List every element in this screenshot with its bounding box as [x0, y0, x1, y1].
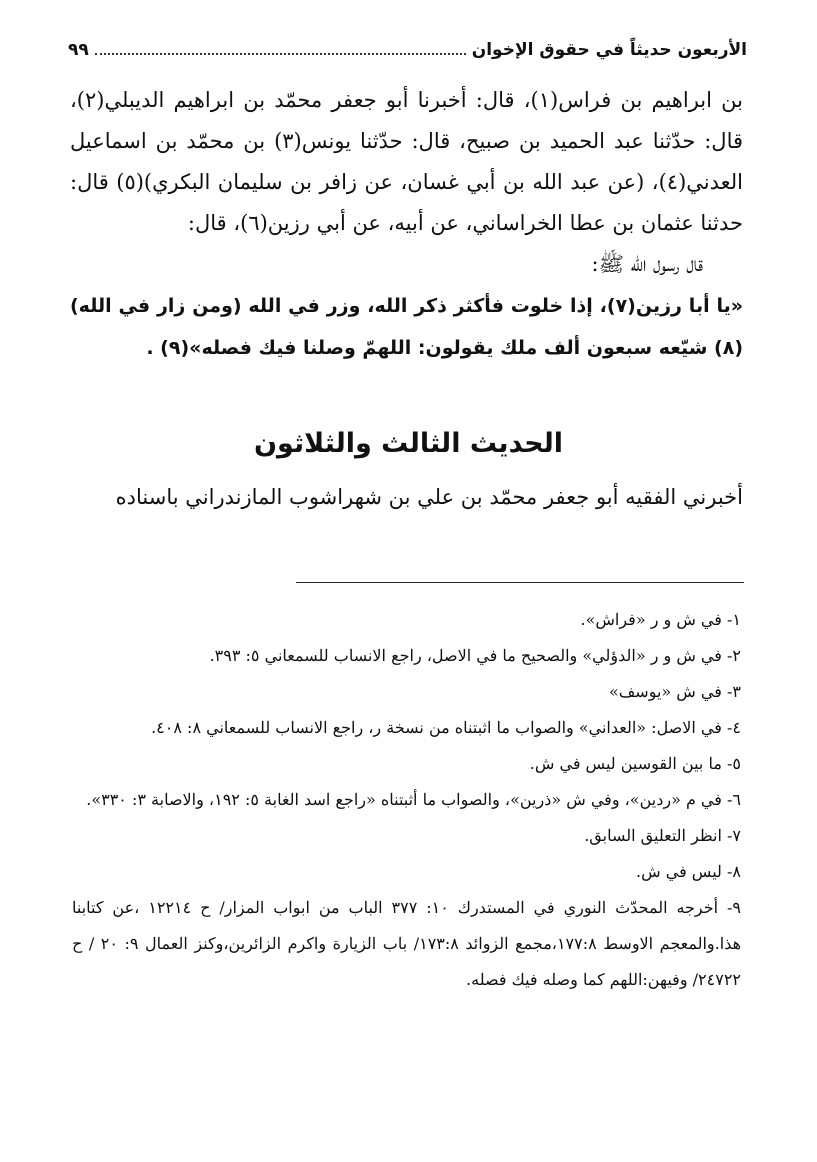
- footnote-1: ١- في ش و ر «فراش».: [580, 610, 741, 629]
- header-dot-leader: [95, 53, 466, 55]
- header-title: الأربعون حديثاً في حقوق الإخوان: [471, 40, 747, 60]
- narration-chain: بن ابراهيم بن فراس(١)، قال: أخبرنا أبو جعفر محمّد بن ابراهيم الديبلي(٢)، قال: حدّثنا عبد الحميد بن صبيح، قال: حدّثنا يونس(٣) بن محمّد بن اسماعيل العدني(٤)، (عن عبد الله بن أبي غسان، عن زافر بن سليمان البكري)(٥) قال: حدثنا عثمان بن عطا الخراساني، عن أبيه، عن أبي رزين(٦)، قال:: [70, 88, 744, 235]
- footnote-2: ٢- في ش و ر «الدؤلي» والصحيح ما في الاصل، راجع الانساب للسمعاني ٥: ٣٩٣.: [209, 646, 741, 665]
- footnote-3: ٣- في ش «يوسف»: [608, 682, 741, 701]
- section-intro: أخبرني الفقيه أبو جعفر محمّد بن علي بن شهراشوب المازندراني باسناده: [115, 485, 743, 509]
- section-title: الحديث الثالث والثلاثون: [253, 428, 564, 459]
- footnote-9: ٩- أخرجه المحدّث النوري في المستدرك ١٠: ٣٧٧ الباب من ابواب المزار/ ح ١٢٢١٤ ،عن كتابنا هذا.والمعجم الاوسط ١٧٧:٨،مجمع الزوائد ١٧٣:٨/ باب الزيارة واكرم الزائرين،وكنز العمال ٩: ٢٠ / ح ٢٤٧٢٢/ وفيهن:اللهم كما وصله فيك فصله.: [72, 898, 742, 989]
- footnote-divider: [296, 582, 744, 583]
- footnote-4: ٤- في الاصل: «العداني» والصواب ما اثبتناه من نسخة ر، راجع الانساب للسمعاني ٨: ٤٠٨.: [151, 718, 741, 737]
- footnote-7: ٧- انظر التعليق السابق.: [584, 826, 741, 845]
- prophet-quote-intro: قال رسول الله ﷺ:: [591, 252, 703, 276]
- footnotes-list: [72, 602, 741, 998]
- page-number: ٩٩: [68, 40, 89, 60]
- body-text: [70, 80, 743, 369]
- footnote-5: ٥- ما بين القوسين ليس في ش.: [529, 754, 741, 773]
- footnote-6: ٦- في م «ردين»، وفي ش «ذرين»، والصواب ما أثبتناه «راجع اسد الغابة ٥: ١٩٢، والاصابة ٣: ٣٣٠».: [86, 790, 741, 809]
- hadith-text: «يا أبا رزين(٧)، إذا خلوت فأكثر ذكر الله، وزر في الله (ومن زار في الله)(٨) شيّعه سبعون ألف ملك يقولون: اللهمّ وصلنا فيك فصله»(٩) .: [70, 295, 743, 359]
- running-header: [68, 30, 747, 60]
- footnote-8: ٨- ليس في ش.: [636, 862, 741, 881]
